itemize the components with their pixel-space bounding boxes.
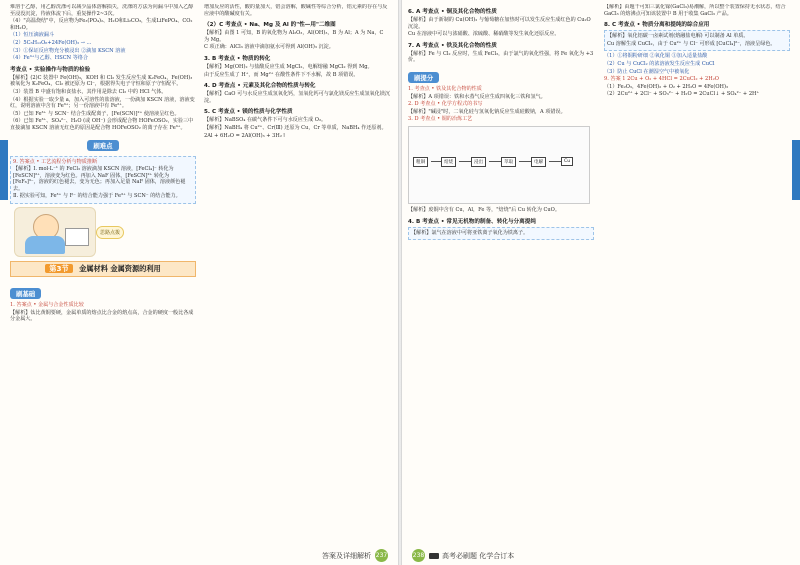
point-title: 4. D 考查点 • 元素及其化合物的性质与转化: [204, 83, 316, 90]
analysis-text: 【解析】"碱浸"时，二氧化硅与氢氧化钠反应生成硅酸钠，A 项错误。: [408, 108, 566, 115]
point-header: [10, 65, 196, 73]
point-title: 3. D 考查点 • 铜的冶炼工艺: [408, 116, 473, 123]
left-page: [0, 0, 398, 565]
point-title: 9. 答案点 • 工艺流程分析与物质推断: [13, 158, 98, 165]
analysis-text: （3）装置 B 中盛有饱和食盐水，其作用是除去 Cl₂ 中的 HCl 气体。: [10, 88, 167, 95]
point-title: 8. C 考查点 • 物质分离和提纯的综合应用: [604, 22, 710, 29]
flow-node: 电解: [531, 157, 546, 167]
analysis-text: Cu 溶解生成 CuCl₂，由于 Cu²⁺ 与 Cl⁻ 可形成 [CuCl₄]²⁻，溶液呈绿色。: [607, 40, 776, 47]
answer-line: （1）恒压滴液漏斗: [10, 32, 54, 39]
analysis-text: 【解析】钛比黄铜要硬，金属单质的熔点比合金的熔点高，合金的硬度一般比各成分金属大。: [10, 309, 194, 323]
text-line: 增加反应的活性，酸的量加大，铝会溶解，酸碱性等综合分析，铝元素的存在与反应液中的酸碱度有关。: [204, 4, 388, 17]
flow-node: Cu: [561, 157, 573, 166]
point-header: [408, 7, 594, 15]
answer-line: （4）Fe³⁺与乙醇、HSCN 等络合: [10, 55, 88, 62]
tip-bubble: 思路点拨: [96, 226, 124, 239]
point-header: [204, 54, 390, 62]
left-side-tab: [0, 140, 8, 200]
point-header: [204, 20, 390, 28]
flow-node: 焙烧: [441, 157, 456, 167]
section-tag-basic: 刷基础: [10, 288, 41, 299]
answer-line: 9. 答案 1 2Cu + O₂ + 4HCl = 2CuCl₂ + 2H₂O: [604, 76, 719, 83]
analysis-text: 【解析】NaBH₄ 将 Cu²⁺、Cr(Ⅲ) 还原为 Cu，Cr 等单质，NaBH₄ 作还原剂。: [204, 124, 387, 131]
footer-text: 高考必刷题 化学合订本: [442, 551, 515, 560]
text-line: 难溶于乙醇，用乙醇洗涤可以减少晶体溶解损失，洗涤的方法为向漏斗中加入乙醇至浸没沉淀，待液体流下后，重复操作2~3次。: [10, 4, 194, 17]
analysis-text: Ⅱ. 据实验可知，Fe³⁺ 与 F⁻ 的结合能力强于 Fe³⁺ 与 SCN⁻ 的结合能力。: [13, 193, 181, 200]
note-box: [408, 227, 594, 241]
analysis-text: 【解析】A 项错误：铁和水蒸气反应生成四氧化三铁和氢气。: [408, 93, 546, 100]
analysis-text: 由于反应生成了 H⁺，而 Mg²⁺ 在酸性条件下不水解，故 B 项错误。: [204, 71, 359, 78]
answer-line: （3）①保证反应物充分被浸出 ②滴加 KSCN 溶液: [10, 47, 126, 54]
equation-line: 2Al + 6H₂O = 2Al(OH)₃ + 3H₂↑: [204, 132, 287, 139]
analysis-text: 【解析】NaBSO₄ 在碳气条件下可与水反应生成 O₂。: [204, 117, 327, 124]
right-column-1: [408, 4, 594, 544]
mascot-illustration: [14, 207, 96, 257]
point-title: 5. C 考查点 • 镁的性质与化学性质: [204, 109, 293, 116]
point-title: 3. B 考查点 • 物质的转化: [204, 55, 271, 62]
analysis-text: 【解析】CaO 可与水反应生成氢氧化钙，氢氧化钙可与氯化镁反应生成氢氧化镁沉淀。: [204, 91, 390, 104]
point-title: 4. B 考查点 • 常见无机物的制备、转化与分离提纯: [408, 218, 536, 225]
analysis-text: 【解析】氧化铝碳一卤素试剂(熔融盐电解) 可以制备 Al 单质。: [607, 33, 749, 40]
analysis-text: （4）根据实验一取少量 a，加入可溶性的盐溶液，一份滴加 KSCN 溶液，溶液变红，说明溶液中含有 Fe³⁺；另一份溶液中有 Fe²⁺。: [10, 96, 195, 110]
note-box: [604, 30, 790, 51]
point-title: 6. A 考查点 • 铜及其化合物的性质: [408, 9, 497, 15]
analysis-text: 【解析】Fe 与 Cl₂ 反应时，生成 FeCl₃，由于氯气的氧化性强，将 Fe 氧化为 +3 价。: [408, 50, 594, 64]
analysis-text: 【解析】由图 1 可知，B 的氧化物为 Al₂O₃，Al(OH)₃，B 为 Al；A 为 Na，C 为 Mg。: [204, 30, 384, 43]
analysis-text: 【解析】Mg(OH)₂ 与盐酸反应生成 MgCl₂，电解熔融 MgCl₂ 得到 Mg。: [204, 63, 373, 70]
flow-node: 萃取: [501, 157, 516, 167]
chapter-banner: [10, 261, 196, 277]
page-number: 238: [412, 549, 425, 562]
footer-text: 答案及详细解析: [322, 551, 371, 560]
answer-line: （2）5C₆H₁₂O₆+24Fe(OH)₃ → ...: [10, 39, 92, 46]
flow-arrow: [459, 161, 471, 162]
analysis-text: 【解析】由于新制的 Cu(OH)₂ 与葡萄糖在加热时可以发生反应生成红色的 Cu₂O 沉淀。: [408, 17, 591, 30]
analysis-text: 【解析】氯气在溶液中可将亚铁离子氧化为铁离子。: [411, 229, 529, 236]
right-footer: [408, 549, 514, 562]
page-number: 237: [375, 549, 388, 562]
flow-arrow: [519, 161, 531, 162]
equation-line: （2）2Cu²⁺ + 2Cl⁻ + SO₃²⁻ + H₂O = 2CuCl↓ + SO₄²⁻ + 2H⁺: [604, 91, 760, 98]
tip-row: [10, 207, 196, 257]
flow-arrow: [549, 161, 561, 162]
text-line: （4）"高温烧结"中，反应物为Fe₃(PO₄)₂、H₂O和Li₂CO₃，生成LiFePO₄、CO₂和H₂O。: [10, 18, 193, 31]
point-header: [204, 81, 390, 89]
graduation-cap-icon: [429, 553, 439, 559]
right-page: [402, 0, 800, 565]
answer-line: （1）①将铜粉研细 ②氧化铜 ③加入适量盐酸: [604, 53, 708, 60]
flow-node: 粗铜: [413, 157, 428, 167]
point-title: 1. 考查点 • 铁及其化合物的性质: [408, 85, 482, 92]
point-title: 7. A 考查点 • 铁及其化合物的性质: [408, 42, 497, 49]
mascot-body-icon: [25, 236, 65, 254]
flow-node: 浸出: [471, 157, 486, 167]
answer-line: （3）防止 CuCl 在潮湿空气中被氧化: [604, 68, 690, 75]
chapter-title: 金属材料 金属资源的利用: [79, 264, 161, 274]
left-column-1: [10, 4, 196, 544]
answer-line: （2）Cu 与 CuCl₂ 的浓溶液发生反应生成 CuCl: [604, 60, 715, 67]
section-tag-difficult: 刷难点: [87, 140, 118, 151]
point-header: [408, 217, 594, 225]
analysis-text: 【解析】由题干可知三氯化镓(GaCl₃)易潮解，所以整个装置保持无水状态，结合 GaCl₃ 的熔沸点可知该装置中 B 用于收集 GaCl₃ 产品。: [604, 4, 786, 17]
process-flow-diagram: [408, 126, 590, 204]
analysis-text: 【解析】(2)C 装置中 Fe(OH)₃，KOH 和 Cl₂ 发生反应生成 K₂FeO₄，Fe(OH)₃ 被氧化为 K₂FeO₄，Cl₂ 被还原为 Cl⁻，根据得失电子守恒和原子守恒配平。: [10, 74, 193, 88]
book-icon: [65, 228, 89, 246]
flow-arrow: [489, 161, 501, 162]
point-title: 2. D 考查点 • 化学方程式的书写: [408, 101, 483, 108]
chapter-number: 第3节: [45, 264, 72, 273]
mid-tag-wrap: [10, 133, 196, 154]
left-column-2: [204, 4, 390, 544]
left-footer: [322, 549, 392, 562]
section-tag-improve: 刷提分: [408, 72, 439, 83]
point-title: 考查点 • 实验操作与物质的检验: [10, 66, 91, 73]
point-title: （2）C 考查点 • Na、Mg 及 Al 的"性—用"二维图: [204, 22, 336, 29]
analysis-text: Cu 在溶液中可以与浓硝酸、浓硫酸、稀硝酸等发生氧化还原反应。: [408, 31, 560, 38]
point-title: 1. 答案点 • 金属与合金性质比较: [10, 302, 84, 309]
analysis-text: （5）已知 Fe³⁺ 与 SCN⁻ 结合生成配离子，[Fe(SCN)]²⁺ 使溶液呈红色。: [10, 110, 180, 117]
point-header: [408, 41, 594, 49]
point-header: [204, 107, 390, 115]
point-header: [604, 20, 790, 28]
equation-line: （1）Fe₂O₃，4Fe(OH)₂ + O₂ + 2H₂O = 4Fe(OH)₃: [604, 83, 728, 90]
right-side-tab: [792, 140, 800, 200]
analysis-text: C 项正确：AlCl₃ 溶液中滴加氨水可得到 Al(OH)₃ 沉淀。: [204, 44, 334, 51]
flow-arrow: [431, 161, 441, 162]
analysis-text: （6）已知 Fe³⁺、SO₄²⁻、H₂O (或 OH⁻) 会形成配合物 HOFeOSO₂，实验三中直接滴加 KSCN 溶液无红色的原因是配合物 HOFeOSO₂ 的离子存在 Fe³⁺。: [10, 118, 194, 131]
difficult-block: [10, 156, 196, 205]
right-column-2: [604, 4, 790, 544]
analysis-text: 【解析】I. mol·L⁻¹ 的 FeCl₃ 溶液滴加 KSCN 溶液，[FeCl₄]⁻ 转化为 [FeSCN]²⁺，溶液变为红色。再加入 NaF 固体，[FeSCN]²⁺ 转化为 [FeF₆]³⁻，溶液的红色褪去，变为无色；再加入足量 NaF 固体，溶液颜色褪去。: [13, 166, 186, 192]
analysis-text: 【解析】废铜中含有 Cu，Al，Fe 等，"焙烧"后 Cu 转化为 CuO。: [408, 206, 560, 213]
